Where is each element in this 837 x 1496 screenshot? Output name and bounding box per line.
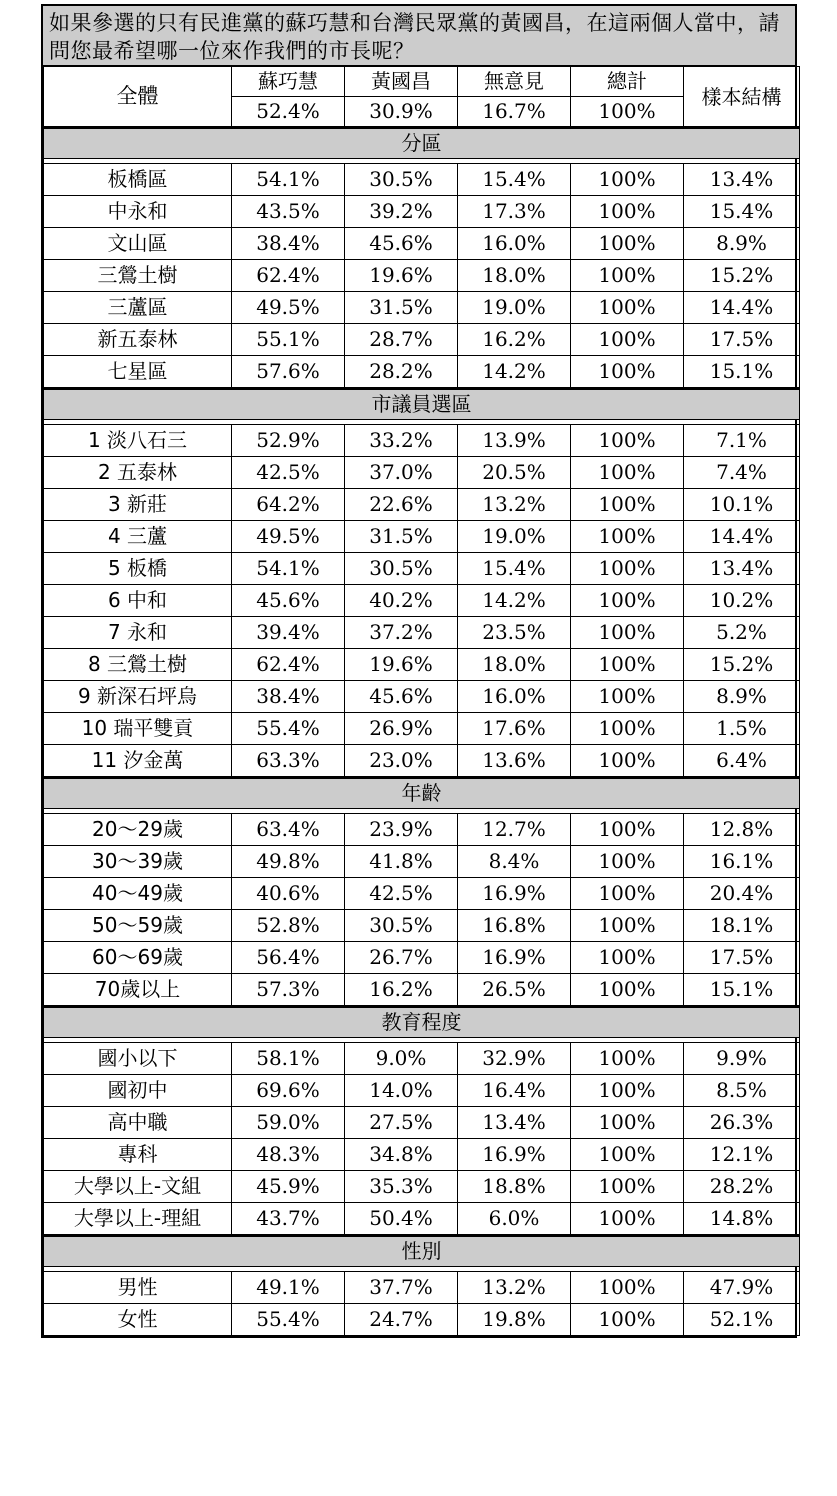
cell-total: 100% [571, 1304, 684, 1336]
cell-sample: 1.5% [684, 713, 800, 745]
row-label: 70歲以上 [44, 974, 232, 1007]
cell-huang: 26.9% [345, 713, 458, 745]
table-row [44, 649, 800, 681]
section-title: 教育程度 [44, 1007, 800, 1038]
table-row [44, 228, 800, 260]
cell-sample: 9.9% [684, 1043, 800, 1075]
table-row [44, 196, 800, 228]
cell-huang: 9.0% [345, 1043, 458, 1075]
cell-huang: 50.4% [345, 1203, 458, 1236]
row-label: 板橋區 [44, 164, 232, 196]
cell-su: 62.4% [232, 260, 345, 292]
cell-su: 43.5% [232, 196, 345, 228]
row-label: 3 新莊 [44, 489, 232, 521]
cell-total: 100% [571, 457, 684, 489]
row-label: 男性 [44, 1272, 232, 1304]
cell-huang: 30.5% [345, 910, 458, 942]
cell-total: 100% [571, 553, 684, 585]
cell-no-opinion: 23.5% [458, 617, 571, 649]
cell-total: 100% [571, 324, 684, 356]
row-label: 10 瑞平雙貢 [44, 713, 232, 745]
cell-huang: 28.2% [345, 356, 458, 389]
table-row [44, 324, 800, 356]
cell-su: 58.1% [232, 1043, 345, 1075]
table-row [44, 585, 800, 617]
section-title: 年齡 [44, 778, 800, 809]
cell-total: 100% [571, 1043, 684, 1075]
cell-total: 100% [571, 617, 684, 649]
cell-sample: 10.2% [684, 585, 800, 617]
table-row [44, 1075, 800, 1107]
cell-total: 100% [571, 1139, 684, 1171]
cell-huang: 26.7% [345, 942, 458, 974]
column-header-su: 蘇巧慧 [232, 67, 345, 97]
table-row [44, 1139, 800, 1171]
cell-no-opinion: 17.6% [458, 713, 571, 745]
cell-total: 100% [571, 1203, 684, 1236]
cell-total: 100% [571, 196, 684, 228]
cell-no-opinion: 13.2% [458, 1272, 571, 1304]
poll-sheet [41, 4, 797, 1338]
cell-no-opinion: 8.4% [458, 846, 571, 878]
table-row [44, 846, 800, 878]
row-label: 國初中 [44, 1075, 232, 1107]
row-label: 大學以上-理組 [44, 1203, 232, 1236]
cell-sample: 15.2% [684, 260, 800, 292]
cell-no-opinion: 26.5% [458, 974, 571, 1007]
cell-no-opinion: 17.3% [458, 196, 571, 228]
cell-no-opinion: 13.9% [458, 425, 571, 457]
table-row [44, 942, 800, 974]
cell-huang: 22.6% [345, 489, 458, 521]
row-label: 三蘆區 [44, 292, 232, 324]
cell-sample: 14.8% [684, 1203, 800, 1236]
cell-huang: 42.5% [345, 878, 458, 910]
cell-total: 100% [571, 681, 684, 713]
row-label: 國小以下 [44, 1043, 232, 1075]
cell-su: 56.4% [232, 942, 345, 974]
cell-total: 100% [571, 814, 684, 846]
row-label: 8 三鶯土樹 [44, 649, 232, 681]
cell-no-opinion: 32.9% [458, 1043, 571, 1075]
cell-su: 42.5% [232, 457, 345, 489]
cell-total: 100% [571, 1107, 684, 1139]
overall-value-huang: 30.9% [345, 97, 458, 128]
cell-no-opinion: 13.2% [458, 489, 571, 521]
section-title: 市議員選區 [44, 389, 800, 420]
table-row [44, 553, 800, 585]
cell-total: 100% [571, 942, 684, 974]
table-row [44, 1107, 800, 1139]
cell-huang: 31.5% [345, 521, 458, 553]
row-label: 七星區 [44, 356, 232, 389]
row-label: 20～29歲 [44, 814, 232, 846]
row-label: 三鶯土樹 [44, 260, 232, 292]
column-header-total: 總計 [571, 67, 684, 97]
cell-huang: 23.9% [345, 814, 458, 846]
cell-su: 69.6% [232, 1075, 345, 1107]
cell-huang: 19.6% [345, 260, 458, 292]
cell-sample: 26.3% [684, 1107, 800, 1139]
cell-sample: 12.8% [684, 814, 800, 846]
cell-su: 62.4% [232, 649, 345, 681]
cell-total: 100% [571, 356, 684, 389]
cell-sample: 13.4% [684, 553, 800, 585]
cell-total: 100% [571, 489, 684, 521]
table-row [44, 681, 800, 713]
cell-total: 100% [571, 292, 684, 324]
cell-total: 100% [571, 649, 684, 681]
section-header [44, 1236, 800, 1267]
row-label: 文山區 [44, 228, 232, 260]
cell-sample: 16.1% [684, 846, 800, 878]
table-row [44, 489, 800, 521]
cell-su: 45.6% [232, 585, 345, 617]
cell-su: 59.0% [232, 1107, 345, 1139]
row-label: 6 中和 [44, 585, 232, 617]
cell-huang: 40.2% [345, 585, 458, 617]
row-label: 60～69歲 [44, 942, 232, 974]
cell-no-opinion: 18.0% [458, 260, 571, 292]
cell-su: 54.1% [232, 164, 345, 196]
row-label: 專科 [44, 1139, 232, 1171]
results-table [41, 66, 797, 1338]
cell-total: 100% [571, 1075, 684, 1107]
cell-sample: 8.9% [684, 228, 800, 260]
cell-total: 100% [571, 521, 684, 553]
table-row [44, 617, 800, 649]
table-row [44, 745, 800, 778]
cell-no-opinion: 19.0% [458, 292, 571, 324]
cell-su: 49.5% [232, 292, 345, 324]
cell-sample: 12.1% [684, 1139, 800, 1171]
cell-no-opinion: 16.2% [458, 324, 571, 356]
cell-sample: 47.9% [684, 1272, 800, 1304]
table-row [44, 521, 800, 553]
cell-total: 100% [571, 974, 684, 1007]
cell-su: 64.2% [232, 489, 345, 521]
row-label: 1 淡八石三 [44, 425, 232, 457]
cell-no-opinion: 16.9% [458, 1139, 571, 1171]
cell-huang: 28.7% [345, 324, 458, 356]
cell-total: 100% [571, 910, 684, 942]
cell-su: 63.4% [232, 814, 345, 846]
cell-sample: 15.2% [684, 649, 800, 681]
section-title: 分區 [44, 128, 800, 159]
row-label: 50～59歲 [44, 910, 232, 942]
cell-huang: 39.2% [345, 196, 458, 228]
table-row [44, 713, 800, 745]
cell-su: 45.9% [232, 1171, 345, 1203]
cell-sample: 13.4% [684, 164, 800, 196]
table-row [44, 164, 800, 196]
cell-sample: 8.5% [684, 1075, 800, 1107]
cell-sample: 7.1% [684, 425, 800, 457]
row-label: 高中職 [44, 1107, 232, 1139]
overall-label: 全體 [44, 67, 232, 128]
table-row [44, 260, 800, 292]
table-row [44, 457, 800, 489]
table-body [44, 128, 800, 1336]
row-label: 40～49歲 [44, 878, 232, 910]
overall-value-no-opinion: 16.7% [458, 97, 571, 128]
section-header [44, 128, 800, 159]
cell-sample: 8.9% [684, 681, 800, 713]
cell-sample: 15.1% [684, 974, 800, 1007]
cell-su: 49.1% [232, 1272, 345, 1304]
cell-no-opinion: 18.8% [458, 1171, 571, 1203]
cell-total: 100% [571, 585, 684, 617]
cell-no-opinion: 16.8% [458, 910, 571, 942]
cell-su: 48.3% [232, 1139, 345, 1171]
cell-sample: 28.2% [684, 1171, 800, 1203]
cell-sample: 15.4% [684, 196, 800, 228]
cell-huang: 34.8% [345, 1139, 458, 1171]
cell-no-opinion: 14.2% [458, 356, 571, 389]
table-row [44, 1043, 800, 1075]
cell-su: 49.5% [232, 521, 345, 553]
table-row [44, 1203, 800, 1236]
row-label: 5 板橋 [44, 553, 232, 585]
row-label: 女性 [44, 1304, 232, 1336]
column-header-sample [684, 67, 800, 128]
cell-huang: 16.2% [345, 974, 458, 1007]
cell-no-opinion: 16.4% [458, 1075, 571, 1107]
cell-total: 100% [571, 425, 684, 457]
row-label: 新五泰林 [44, 324, 232, 356]
section-header [44, 778, 800, 809]
table-row [44, 910, 800, 942]
cell-no-opinion: 16.9% [458, 878, 571, 910]
sample-label-text: 樣本結構 [701, 84, 782, 109]
cell-sample: 52.1% [684, 1304, 800, 1336]
table-row [44, 1272, 800, 1304]
cell-su: 38.4% [232, 228, 345, 260]
cell-no-opinion: 12.7% [458, 814, 571, 846]
cell-no-opinion: 16.9% [458, 942, 571, 974]
cell-su: 55.1% [232, 324, 345, 356]
cell-huang: 35.3% [345, 1171, 458, 1203]
cell-su: 40.6% [232, 878, 345, 910]
cell-huang: 31.5% [345, 292, 458, 324]
cell-huang: 24.7% [345, 1304, 458, 1336]
cell-huang: 19.6% [345, 649, 458, 681]
cell-huang: 14.0% [345, 1075, 458, 1107]
cell-no-opinion: 19.8% [458, 1304, 571, 1336]
cell-sample: 20.4% [684, 878, 800, 910]
cell-su: 54.1% [232, 553, 345, 585]
cell-total: 100% [571, 1272, 684, 1304]
row-label: 7 永和 [44, 617, 232, 649]
table-row [44, 425, 800, 457]
cell-total: 100% [571, 228, 684, 260]
cell-sample: 17.5% [684, 324, 800, 356]
cell-sample: 15.1% [684, 356, 800, 389]
table-header [44, 67, 800, 128]
cell-huang: 41.8% [345, 846, 458, 878]
cell-huang: 30.5% [345, 553, 458, 585]
cell-su: 57.6% [232, 356, 345, 389]
cell-no-opinion: 18.0% [458, 649, 571, 681]
cell-huang: 27.5% [345, 1107, 458, 1139]
row-label: 2 五泰林 [44, 457, 232, 489]
cell-huang: 45.6% [345, 228, 458, 260]
cell-su: 57.3% [232, 974, 345, 1007]
cell-no-opinion: 16.0% [458, 681, 571, 713]
cell-su: 39.4% [232, 617, 345, 649]
cell-sample: 14.4% [684, 521, 800, 553]
row-label: 中永和 [44, 196, 232, 228]
section-header [44, 1007, 800, 1038]
cell-huang: 45.6% [345, 681, 458, 713]
overall-value-su: 52.4% [232, 97, 345, 128]
cell-sample: 17.5% [684, 942, 800, 974]
cell-sample: 6.4% [684, 745, 800, 778]
table-row [44, 974, 800, 1007]
cell-sample: 5.2% [684, 617, 800, 649]
cell-sample: 14.4% [684, 292, 800, 324]
cell-total: 100% [571, 260, 684, 292]
section-title: 性別 [44, 1236, 800, 1267]
cell-su: 55.4% [232, 713, 345, 745]
cell-huang: 37.0% [345, 457, 458, 489]
question-text: 如果參選的只有民進黨的蘇巧慧和台灣民眾黨的黃國昌，在這兩個人當中，請問您最希望哪一位來作我們的市長呢？ [41, 4, 797, 66]
row-label: 11 汐金萬 [44, 745, 232, 778]
cell-total: 100% [571, 745, 684, 778]
cell-su: 52.9% [232, 425, 345, 457]
cell-total: 100% [571, 846, 684, 878]
cell-no-opinion: 15.4% [458, 164, 571, 196]
cell-total: 100% [571, 164, 684, 196]
cell-huang: 23.0% [345, 745, 458, 778]
cell-no-opinion: 6.0% [458, 1203, 571, 1236]
cell-su: 55.4% [232, 1304, 345, 1336]
table-row [44, 1304, 800, 1336]
cell-sample: 7.4% [684, 457, 800, 489]
table-row [44, 814, 800, 846]
column-header-no-opinion: 無意見 [458, 67, 571, 97]
overall-value-total: 100% [571, 97, 684, 128]
table-row [44, 1171, 800, 1203]
row-label: 大學以上-文組 [44, 1171, 232, 1203]
section-header [44, 389, 800, 420]
cell-su: 43.7% [232, 1203, 345, 1236]
cell-sample: 18.1% [684, 910, 800, 942]
cell-su: 49.8% [232, 846, 345, 878]
cell-no-opinion: 13.4% [458, 1107, 571, 1139]
table-row [44, 878, 800, 910]
cell-huang: 37.2% [345, 617, 458, 649]
column-header-huang: 黃國昌 [345, 67, 458, 97]
cell-su: 52.8% [232, 910, 345, 942]
cell-no-opinion: 13.6% [458, 745, 571, 778]
row-label: 4 三蘆 [44, 521, 232, 553]
cell-no-opinion: 14.2% [458, 585, 571, 617]
cell-huang: 37.7% [345, 1272, 458, 1304]
cell-huang: 30.5% [345, 164, 458, 196]
table-row [44, 356, 800, 389]
cell-su: 38.4% [232, 681, 345, 713]
row-label: 9 新深石坪烏 [44, 681, 232, 713]
cell-no-opinion: 20.5% [458, 457, 571, 489]
table-row [44, 292, 800, 324]
cell-su: 63.3% [232, 745, 345, 778]
cell-huang: 33.2% [345, 425, 458, 457]
cell-total: 100% [571, 1171, 684, 1203]
cell-total: 100% [571, 878, 684, 910]
cell-no-opinion: 16.0% [458, 228, 571, 260]
cell-total: 100% [571, 713, 684, 745]
cell-no-opinion: 15.4% [458, 553, 571, 585]
cell-sample: 10.1% [684, 489, 800, 521]
cell-no-opinion: 19.0% [458, 521, 571, 553]
row-label: 30～39歲 [44, 846, 232, 878]
